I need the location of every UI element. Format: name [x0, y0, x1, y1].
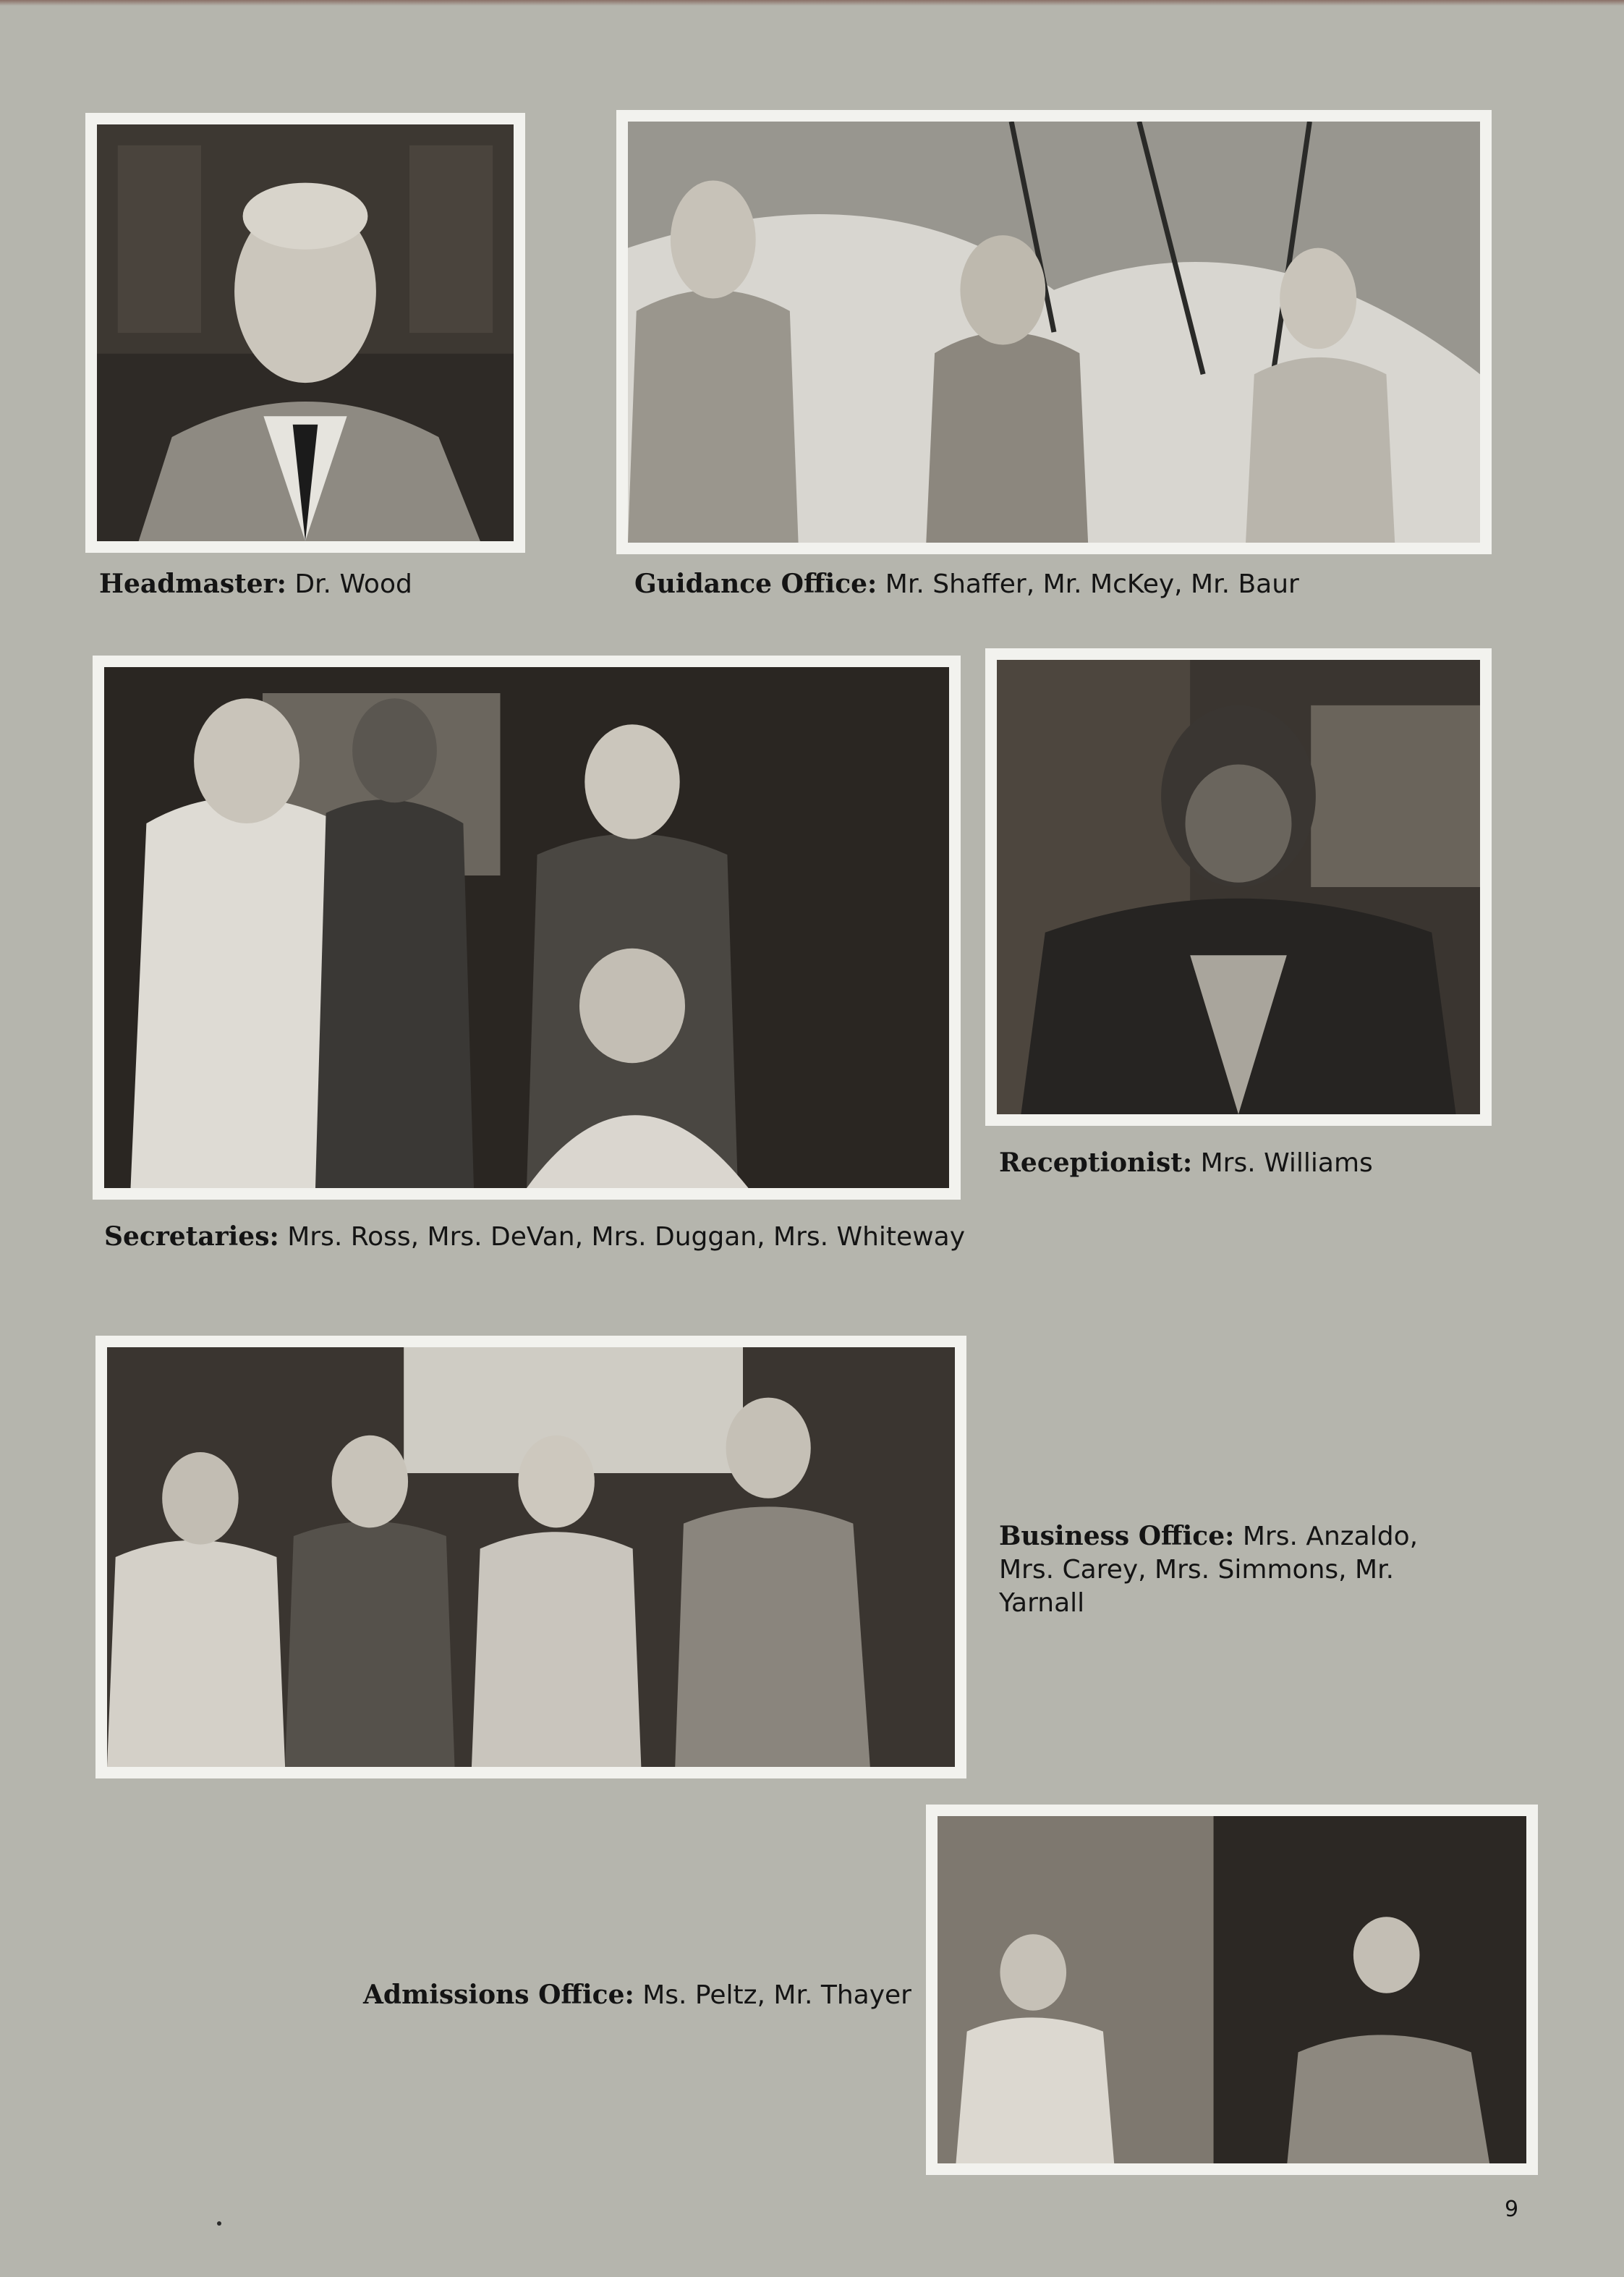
caption-label: Admissions Office: — [363, 1980, 634, 2010]
receptionist-caption — [999, 1146, 1373, 1180]
guidance-office-caption — [634, 567, 1299, 601]
caption-names: Dr. Wood — [286, 569, 412, 599]
headmaster-photo — [85, 113, 525, 553]
page-speck — [217, 2221, 221, 2226]
secretaries-photo — [93, 656, 961, 1200]
headmaster-caption — [99, 567, 412, 601]
caption-names: Ms. Peltz, Mr. Thayer — [634, 1980, 911, 2010]
page-number: 9 — [1505, 2197, 1519, 2222]
caption-label: Guidance Office: — [634, 569, 877, 599]
business-office-photo — [95, 1336, 966, 1778]
caption-names: Mr. Shaffer, Mr. McKey, Mr. Baur — [877, 569, 1299, 599]
caption-label: Receptionist: — [999, 1148, 1193, 1178]
admissions-office-caption — [363, 1978, 911, 2012]
caption-label: Secretaries: — [104, 1221, 279, 1252]
caption-names: Mrs. Anzaldo, Mrs. Carey, Mrs. Simmons, Mr. Yarnall — [999, 1522, 1419, 1618]
receptionist-photo — [985, 648, 1492, 1126]
business-office-caption — [999, 1519, 1476, 1620]
caption-label: Business Office: — [999, 1521, 1235, 1551]
page-top-edge — [0, 0, 1624, 6]
secretaries-caption — [104, 1220, 965, 1254]
caption-label: Headmaster: — [99, 569, 286, 599]
caption-names: Mrs. Ross, Mrs. DeVan, Mrs. Duggan, Mrs. Whiteway — [279, 1222, 965, 1252]
caption-names: Mrs. Williams — [1192, 1148, 1373, 1178]
guidance-office-photo — [616, 110, 1492, 554]
admissions-office-photo — [926, 1805, 1538, 2175]
